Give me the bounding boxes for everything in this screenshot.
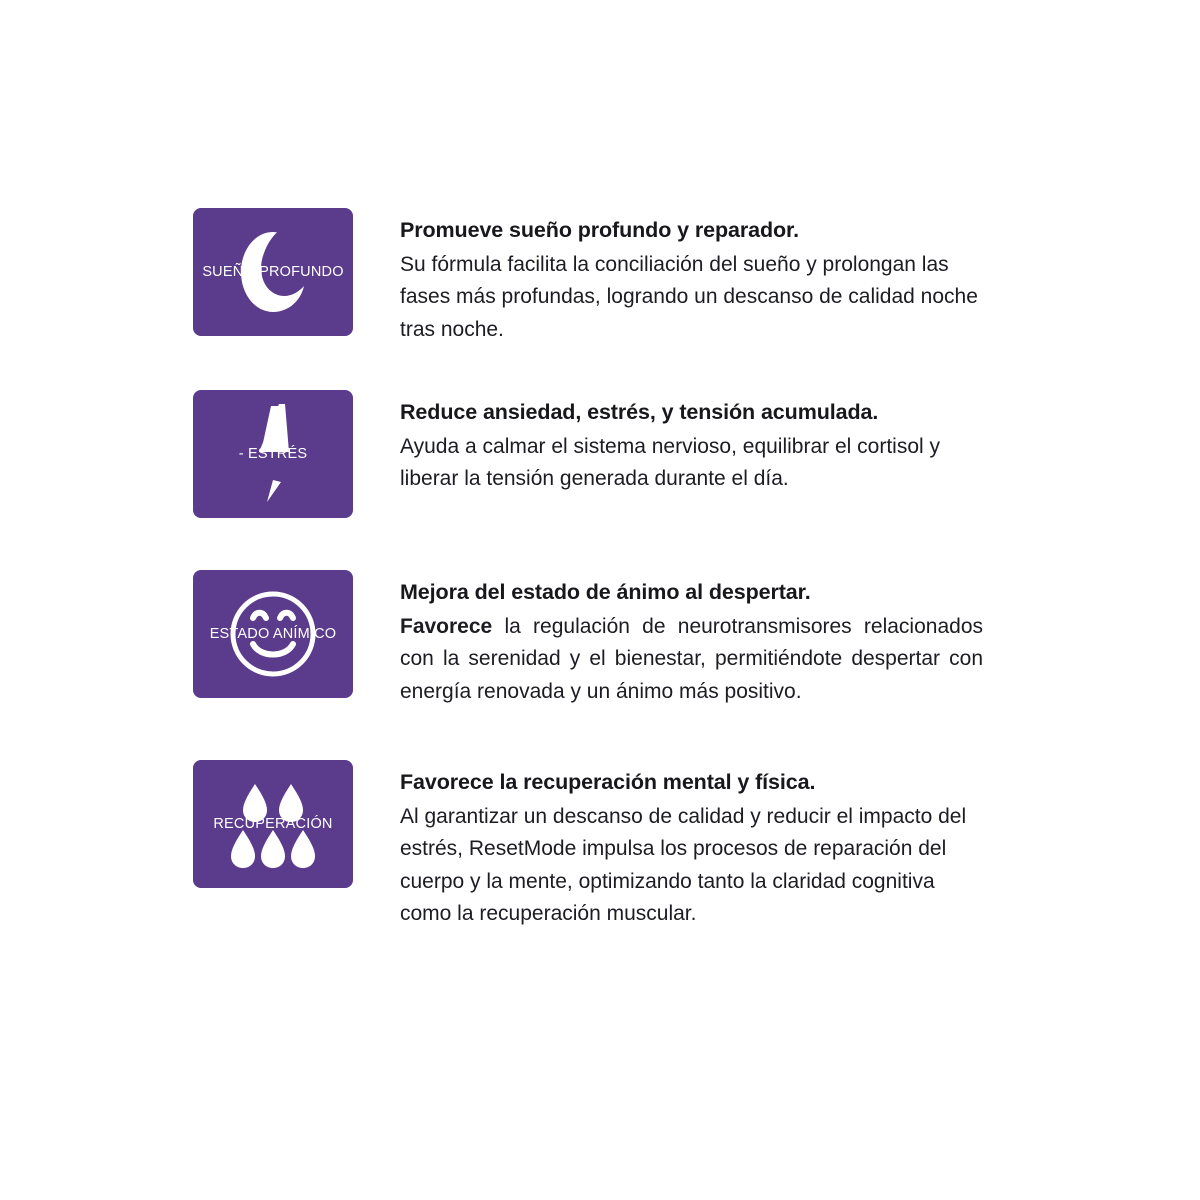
benefit-body-rest-mood: la regulación de neurotransmisores relacionados con la serenidad y el bienestar, permitiéndote despertar con energía renovada y un ánimo más positivo. <box>400 614 983 703</box>
icon-tile-sleep <box>193 208 353 336</box>
tile-label-stress: - ESTRÉS <box>238 445 308 462</box>
benefit-text-mood <box>400 570 983 708</box>
benefits-list <box>193 208 983 931</box>
benefit-text-stress <box>400 390 983 496</box>
benefit-item-sleep <box>193 208 983 346</box>
benefit-body-mood <box>400 611 983 709</box>
benefit-title-stress: Reduce ansiedad, estrés, y tensión acumulada. <box>400 400 879 425</box>
tile-label-sleep: SUEÑO PROFUNDO <box>202 263 344 280</box>
benefit-title-mood: Mejora del estado de ánimo al despertar. <box>400 580 811 605</box>
icon-tile-stress <box>193 390 353 518</box>
tile-label-recovery: RECUPERACIÓN <box>213 816 333 833</box>
icon-tile-recovery <box>193 760 353 888</box>
benefit-item-mood <box>193 570 983 708</box>
icon-tile-mood <box>193 570 353 698</box>
benefit-item-recovery <box>193 760 983 931</box>
benefit-text-recovery <box>400 760 983 931</box>
benefit-body-lead-mood: Favorece <box>400 614 493 638</box>
benefit-body-recovery: Al garantizar un descanso de calidad y reducir el impacto del estrés, ResetMode impulsa los procesos de reparación del cuerpo y la mente, optimizando tanto la claridad cognitiva como la recuperación muscular. <box>400 804 967 926</box>
benefit-title-sleep: Promueve sueño profundo y reparador. <box>400 218 800 242</box>
benefit-body-stress: Ayuda a calmar el sistema nervioso, equilibrar el cortisol y liberar la tensión generada durante el día. <box>400 434 941 491</box>
tile-label-mood: ESTADO ANÍMICO <box>209 625 337 642</box>
benefit-body-sleep: Su fórmula facilita la conciliación del sueño y prolongan las fases más profundas, logrando un descanso de calidad noche tras noche. <box>400 252 978 341</box>
benefit-item-stress <box>193 390 983 518</box>
benefit-text-sleep <box>400 208 983 346</box>
benefit-title-recovery: Favorece la recuperación mental y física. <box>400 770 816 795</box>
